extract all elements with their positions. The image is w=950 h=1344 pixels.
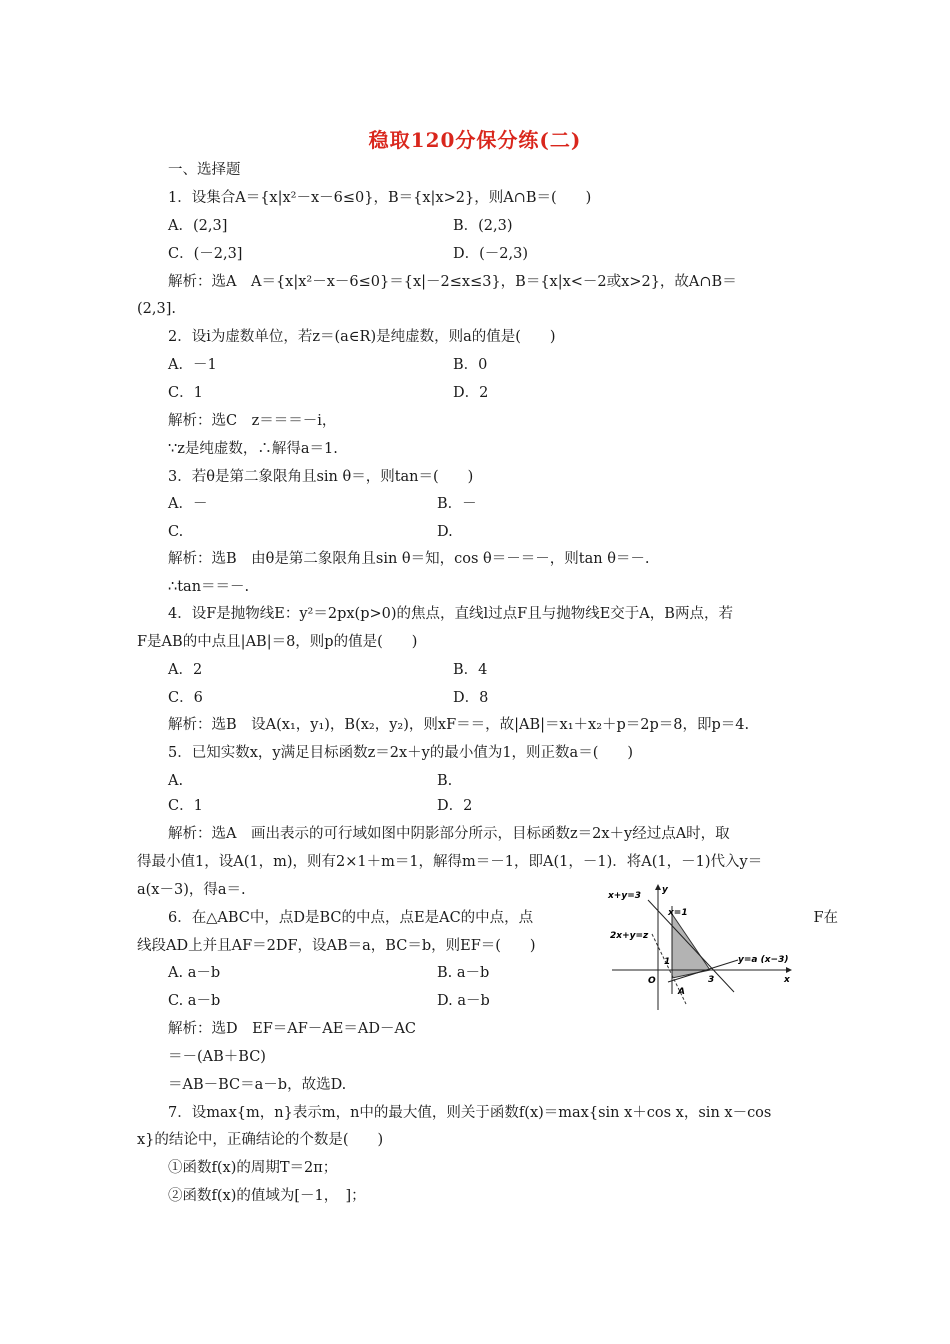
label-tick-3: 3 — [708, 975, 715, 985]
q1-option-d: D．(－2,3) — [453, 246, 528, 262]
q3-solution-cont: ∴tan＝＝－. — [168, 579, 250, 595]
x-axis-arrow-icon — [786, 967, 792, 973]
label-x-eq-1: x=1 — [668, 908, 688, 918]
q1-stem: 1．设集合A＝{x|x²－x－6≤0}，B＝{x|x>2}，则A∩B＝( ) — [168, 190, 592, 206]
q6-solution: 解析：选D EF＝AF－AE＝AD－AC — [168, 1021, 417, 1037]
q4-stem-cont: F是AB的中点且|AB|＝8，则p的值是( ) — [137, 634, 418, 650]
q3-option-a: A．－ — [168, 496, 208, 512]
q4-option-b: B．4 — [453, 662, 488, 678]
q6-option-b: B. a－b — [437, 965, 490, 981]
q1-option-a: A．(2,3] — [168, 218, 228, 234]
q4-option-a: A．2 — [168, 662, 203, 678]
q7-item-1: ①函数f(x)的周期T＝2π； — [168, 1160, 338, 1176]
q2-option-c: C．1 — [168, 385, 203, 401]
q1-option-b: B．(2,3) — [453, 218, 513, 234]
q4-option-d: D．8 — [453, 690, 489, 706]
page-title: 稳取120分保分练(二) — [368, 128, 582, 152]
q6-solution-cont: ＝－(AB＋BC) — [168, 1049, 266, 1065]
label-tick-1: 1 — [664, 957, 671, 967]
q2-stem: 2．设i为虚数单位，若z＝(a∈R)是纯虚数，则a的值是( ) — [168, 329, 556, 345]
q5-solution-end: a(x－3)，得a＝. — [137, 882, 246, 898]
q3-stem: 3．若θ是第二象限角且sin θ＝，则tan＝( ) — [168, 469, 474, 485]
q3-option-c: C. — [168, 524, 184, 540]
label-origin: O — [648, 976, 656, 986]
q2-solution-cont: ∵z是纯虚数，∴解得a＝1. — [168, 441, 338, 457]
q3-option-d: D. — [437, 524, 453, 540]
q4-solution: 解析：选B 设A(x₁，y₁)，B(x₂，y₂)，则xF＝＝，故|AB|＝x₁＋x₂＋p＝2p＝8，即p＝4. — [168, 717, 750, 733]
section-heading: 一、选择题 — [168, 162, 241, 178]
label-x-plus-y-eq-3: x+y=3 — [608, 891, 642, 901]
q6-option-c: C. a－b — [168, 993, 221, 1009]
q2-option-d: D．2 — [453, 385, 489, 401]
q6-stem-cont: 线段AD上并且AF＝2DF，设AB＝a，BC＝b，则EF＝( ) — [137, 938, 536, 954]
feasible-region-figure — [606, 882, 796, 1012]
q6-option-a: A. a－b — [168, 965, 221, 981]
q6-solution-end: ＝AB－BC＝a－b，故选D. — [168, 1077, 347, 1093]
q5-option-c: C．1 — [168, 798, 203, 814]
q5-option-a: A. — [168, 773, 184, 789]
q2-option-a: A．－1 — [168, 357, 217, 373]
q5-option-b: B. — [437, 773, 453, 789]
y-axis-arrow-icon — [655, 884, 661, 890]
q7-item-2: ②函数f(x)的值域为[－1， ]； — [168, 1188, 366, 1204]
label-x-axis: x — [784, 975, 790, 985]
label-point-a: A — [678, 987, 685, 997]
q3-solution: 解析：选B 由θ是第二象限角且sin θ＝知，cos θ＝－＝－，则tan θ＝－. — [168, 551, 650, 567]
q4-stem: 4．设F是抛物线E：y²＝2px(p>0)的焦点，直线l过点F且与抛物线E交于A，B两点，若 — [168, 606, 733, 622]
q2-solution: 解析：选C z＝＝＝－i， — [168, 413, 337, 429]
q1-solution: 解析：选A A＝{x|x²－x－6≤0}＝{x|－2≤x≤3}，B＝{x|x<－2或x>2}，故A∩B＝ — [168, 274, 737, 290]
q1-option-c: C．(－2,3] — [168, 246, 243, 262]
label-2x-plus-y-eq-z: 2x+y=z — [610, 931, 649, 941]
q1-solution-cont: (2,3]. — [137, 301, 176, 317]
q6-stem-tail: F在 — [813, 910, 838, 926]
q7-stem: 7．设max{m，n}表示m，n中的最大值，则关于函数f(x)＝max{sin x＋cos x，sin x－cos — [168, 1105, 772, 1121]
q6-stem: 6．在△ABC中，点D是BC的中点，点E是AC的中点，点 — [168, 910, 534, 926]
q5-stem: 5．已知实数x，y满足目标函数z＝2x＋y的最小值为1，则正数a＝( ) — [168, 745, 634, 761]
q5-option-d: D．2 — [437, 798, 473, 814]
label-y-axis: y — [662, 885, 668, 895]
q2-option-b: B．0 — [453, 357, 488, 373]
q6-option-d: D. a－b — [437, 993, 490, 1009]
q5-solution: 解析：选A 画出表示的可行域如图中阴影部分所示，目标函数z＝2x＋y经过点A时，取 — [168, 826, 730, 842]
line-x-plus-y-eq-3 — [648, 900, 734, 992]
q5-solution-cont: 得最小值1，设A(1，m)，则有2×1＋m＝1，解得m＝－1，即A(1，－1)．将A(1，－1)代入y＝ — [137, 854, 763, 870]
q7-stem-cont: x}的结论中，正确结论的个数是( ) — [137, 1132, 384, 1148]
q3-option-b: B．－ — [437, 496, 477, 512]
label-y-eq-a: y=a (x−3) — [738, 955, 789, 965]
q4-option-c: C．6 — [168, 690, 203, 706]
